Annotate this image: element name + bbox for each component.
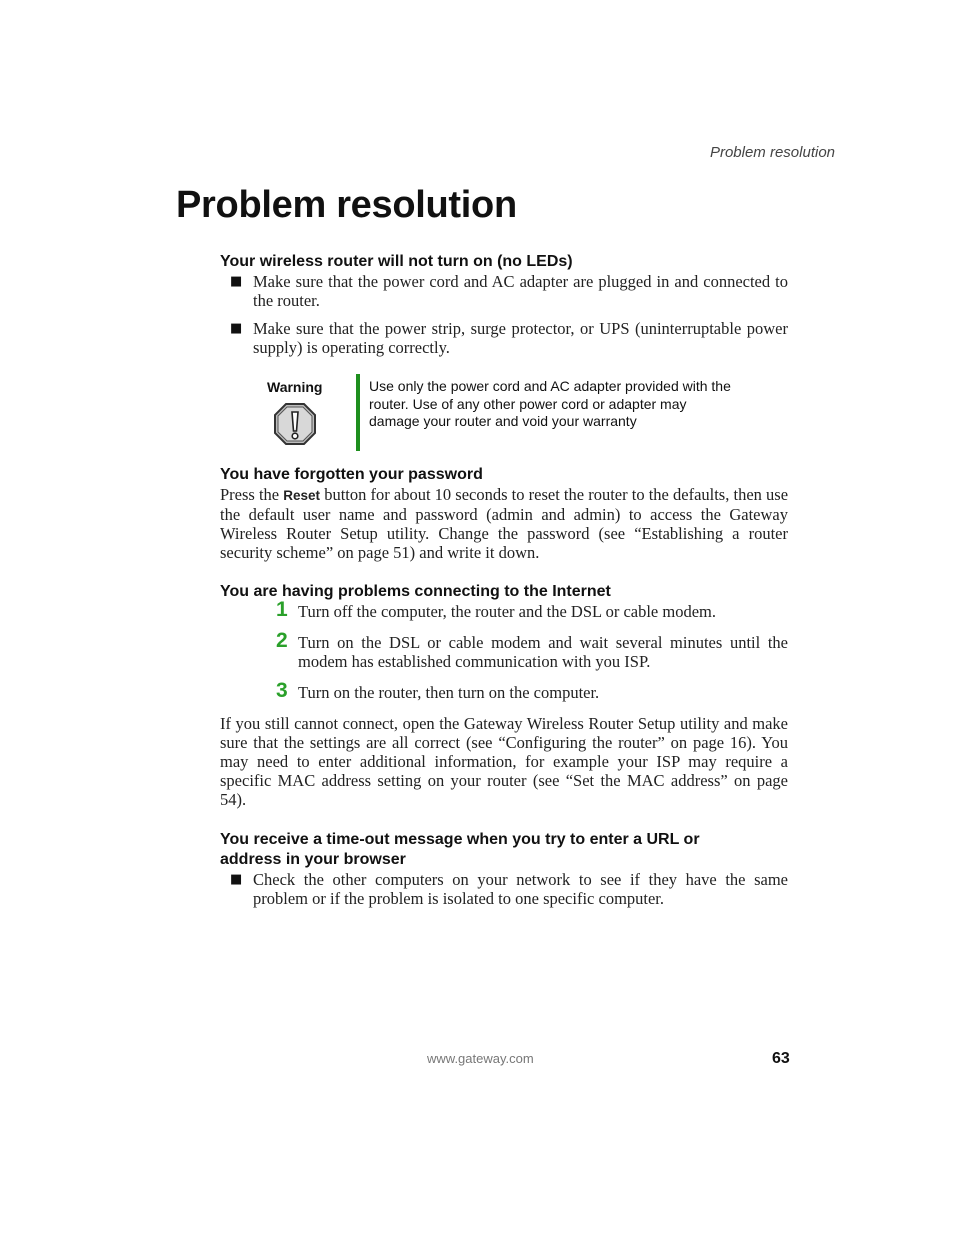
page-title: Problem resolution — [176, 184, 517, 226]
step-text: Turn off the computer, the router and the DSL or cable modem. — [298, 602, 717, 621]
section-heading-no-leds: Your wireless router will not turn on (no LEDs) — [220, 253, 573, 270]
warning-icon — [273, 402, 317, 446]
warning-divider-bar — [356, 374, 360, 451]
paragraph-text: Press the — [220, 485, 280, 504]
warning-text: Use only the power cord and AC adapter provided with the router. Use of any other power cord or adapter may damage your router and void your warranty — [369, 378, 731, 429]
running-head: Problem resolution — [709, 144, 835, 161]
section-heading-forgotten-password: You have forgotten your password — [220, 466, 483, 483]
warning-label: Warning — [267, 379, 323, 395]
page-number: 63 — [772, 1050, 790, 1067]
reset-button-label: Reset — [283, 488, 321, 503]
step-text: Turn on the DSL or cable modem and wait several minutes until the modem has established communication with you ISP. — [298, 633, 788, 671]
bullet-item: Make sure that the power cord and AC adapter are plugged in and connected to the router. — [253, 272, 788, 310]
square-bullet-icon: ■ — [230, 872, 243, 887]
section-heading-internet: You are having problems connecting to the Internet — [220, 583, 611, 600]
step-number: 3 — [276, 679, 288, 702]
step-text: Turn on the router, then turn on the computer. — [298, 683, 600, 702]
password-paragraph — [220, 485, 788, 562]
bullet-item: Check the other computers on your network to see if they have the same problem or if the problem is isolated to one specific computer. — [253, 870, 788, 908]
step-number: 2 — [276, 629, 288, 652]
connect-paragraph: If you still cannot connect, open the Gateway Wireless Router Setup utility and make sure that the settings are all correct (see “Configuring the router” on page 16). You may need to enter additional information, for example your ISP may require a specific MAC address setting on your router (see “Set the MAC address” on page 54). — [220, 714, 788, 809]
section-heading-timeout: You receive a time-out message when you try to enter a URL or address in your browser — [220, 831, 700, 868]
square-bullet-icon: ■ — [230, 274, 243, 289]
bullet-item: Make sure that the power strip, surge protector, or UPS (uninterruptable power supply) is operating correctly. — [253, 319, 788, 357]
footer-url: www.gateway.com — [427, 1051, 534, 1066]
paragraph-text: button for about 10 seconds to reset the router to the defaults, then use the default user name and password (admin and admin) to access the Gateway Wireless Router Setup utility. Change the password (see “Establishing a router security scheme” on page 51) and write it down. — [220, 485, 789, 562]
step-number: 1 — [276, 598, 288, 621]
square-bullet-icon: ■ — [230, 321, 243, 336]
